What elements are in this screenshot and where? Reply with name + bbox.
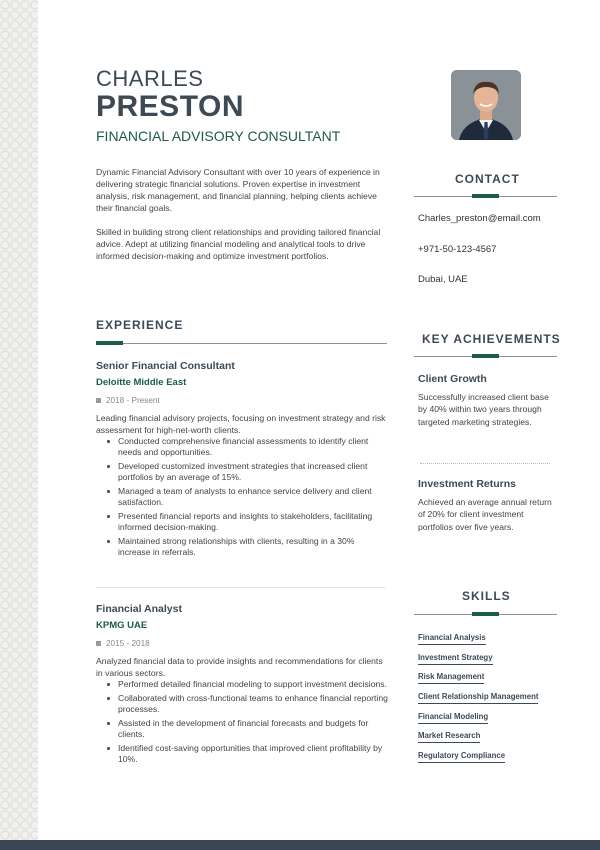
job-dates: [96, 396, 388, 405]
experience-rule: [96, 343, 387, 344]
skill-tag: Risk Management: [418, 672, 484, 684]
last-name: PRESTON: [96, 90, 244, 123]
job-bullets: [96, 436, 388, 558]
bullet-icon: [107, 747, 110, 750]
bullet-icon: [107, 515, 110, 518]
bullet-icon: [107, 697, 110, 700]
contact-heading: CONTACT: [455, 172, 520, 186]
job-dates: [96, 639, 388, 648]
summary-paragraph: Skilled in building strong client relationships and providing tailored financial advice. Adept at utilizing financial modeling and analytical tools to drive informed decision-making and optimize investment portfolios.: [96, 227, 381, 261]
skills-heading: SKILLS: [462, 589, 511, 603]
job-title: FINANCIAL ADVISORY CONSULTANT: [96, 128, 341, 144]
skill-tag: Financial Modeling: [418, 712, 488, 724]
bullet-icon: [107, 490, 110, 493]
job-bullet: [118, 679, 388, 690]
job-role: Senior Financial Consultant: [96, 360, 235, 372]
achievement-text: Achieved an average annual return of 20% for client investment portfolios over five years.: [418, 497, 552, 532]
calendar-icon: [96, 398, 101, 403]
job-bullet-text: Collaborated with cross-functional teams to enhance financial reporting processes.: [118, 693, 388, 714]
skill-tag: Investment Strategy: [418, 653, 493, 665]
job-bullet-text: Presented financial reports and insights to stakeholders, facilitating informed decision-making.: [118, 511, 373, 532]
experience-accent: [96, 341, 123, 345]
achievement-text: Successfully increased client base by 40% within two years through targeted marketing strategies.: [418, 392, 549, 427]
first-name: CHARLES: [96, 66, 204, 91]
job-description: Analyzed financial data to provide insights and recommendations for clients in various sectors.: [96, 656, 383, 678]
achievement-title: Investment Returns: [418, 478, 517, 490]
skill-tag: Market Research: [418, 731, 480, 743]
skill-tag: Regulatory Compliance: [418, 751, 505, 763]
job-bullets: [96, 679, 388, 765]
job-bullet: [118, 536, 388, 558]
job-bullet: [118, 436, 388, 458]
job-bullet: [118, 461, 388, 483]
job-bullet: [118, 743, 388, 765]
footer-bar: [0, 840, 600, 850]
job-bullet-text: Conducted comprehensive financial assessments to identify client needs and opportunities.: [118, 436, 369, 457]
contact-accent: [472, 194, 499, 198]
job-bullet: [118, 486, 388, 508]
job-dates-text: 2015 - 2018: [106, 639, 150, 648]
bullet-icon: [107, 440, 110, 443]
contact-phone: +971-50-123-4567: [418, 244, 497, 255]
achievement-item: [418, 373, 553, 428]
achievements-accent: [472, 354, 499, 358]
job-bullet: [118, 693, 388, 715]
job-company: KPMG UAE: [96, 620, 148, 631]
job-bullet-text: Identified cost-saving opportunities that improved client profitability by 10%.: [118, 743, 383, 764]
achievement-item: [418, 478, 553, 533]
contact-location: Dubai, UAE: [418, 274, 468, 285]
job-bullet-text: Assisted in the development of financial forecasts and budgets for clients.: [118, 718, 369, 739]
job-bullet-text: Developed customized investment strategies that increased client portfolios by an average of 15%.: [118, 461, 368, 482]
contact-email[interactable]: Charles_preston@email.com: [418, 213, 541, 224]
professional-summary: [96, 166, 388, 274]
skills-accent: [472, 612, 499, 616]
experience-divider: [96, 587, 386, 588]
bullet-icon: [107, 465, 110, 468]
achievement-divider: [420, 463, 550, 464]
skill-tag: Client Relationship Management: [418, 692, 538, 704]
calendar-icon: [96, 641, 101, 646]
skill-tag: Financial Analysis: [418, 633, 486, 645]
job-bullet: [118, 511, 388, 533]
decorative-pattern-strip: [0, 0, 38, 850]
job-description: Leading financial advisory projects, focusing on investment strategy and risk assessment for high-net-worth clients.: [96, 413, 386, 435]
job-bullet-text: Maintained strong relationships with clients, resulting in a 30% increase in referrals.: [118, 536, 355, 557]
job-bullet: [118, 718, 388, 740]
summary-paragraph: Dynamic Financial Advisory Consultant with over 10 years of experience in delivering strategic financial solutions. Proven expertise in investment analysis, risk management, and financial planning, helping clients achieve their financial goals.: [96, 167, 380, 213]
job-role: Financial Analyst: [96, 603, 182, 615]
bullet-icon: [107, 683, 110, 686]
job-company: Deloitte Middle East: [96, 377, 187, 388]
job-bullet-text: Performed detailed financial modeling to support investment decisions.: [118, 679, 387, 689]
achievements-heading: KEY ACHIEVEMENTS: [422, 332, 561, 346]
experience-entry: [96, 603, 388, 768]
bullet-icon: [107, 540, 110, 543]
job-bullet-text: Managed a team of analysts to enhance service delivery and client satisfaction.: [118, 486, 372, 507]
profile-photo: [451, 70, 521, 140]
achievement-title: Client Growth: [418, 373, 487, 385]
bullet-icon: [107, 722, 110, 725]
experience-entry: [96, 360, 388, 561]
job-dates-text: 2018 - Present: [106, 396, 160, 405]
experience-heading: EXPERIENCE: [96, 318, 184, 332]
